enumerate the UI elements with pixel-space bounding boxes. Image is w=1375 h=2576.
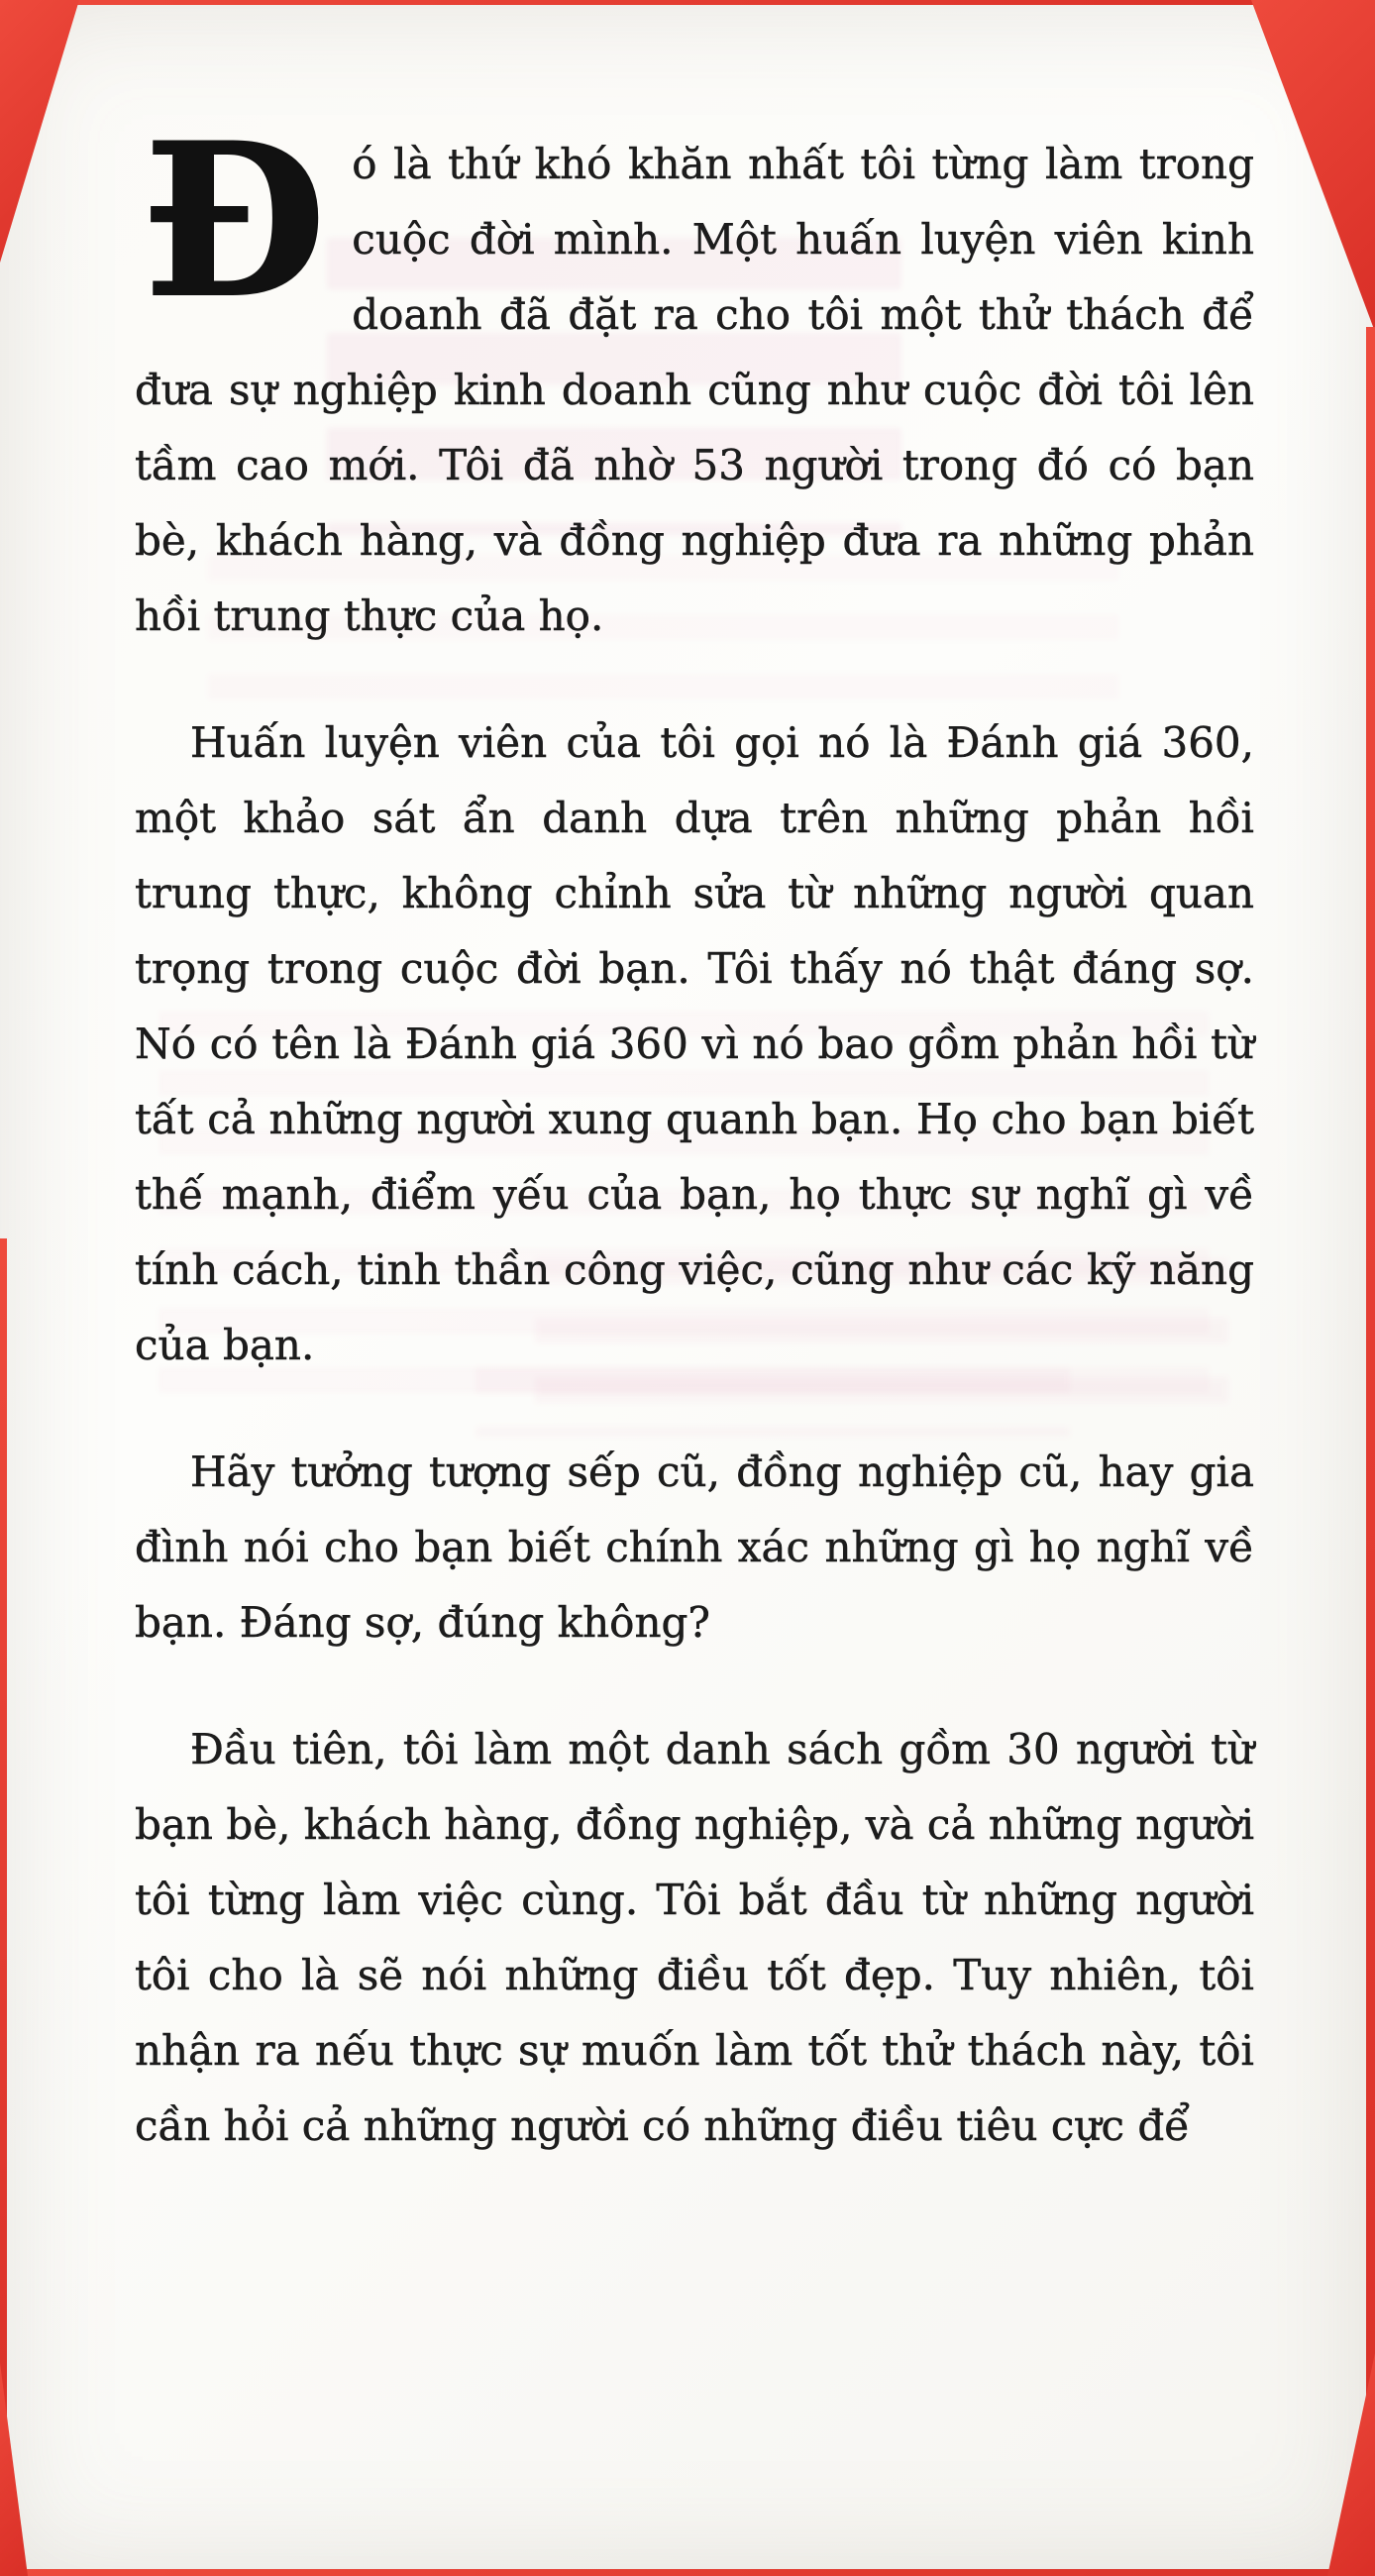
page-edge-top xyxy=(0,0,1375,5)
page-corner-red-top-left xyxy=(0,0,79,263)
paragraph: Hãy tưởng tượng sếp cũ, đồng nghiệp cũ, hay gia đình nói cho bạn biết chính xác những gì họ nghĩ về bạn. Đáng sợ, đúng không? xyxy=(135,1448,1254,1647)
page-corner-red-top-right xyxy=(1251,0,1375,332)
page-text-block xyxy=(135,97,1254,2215)
paragraph: Đầu tiên, tôi làm một danh sách gồm 30 người từ bạn bè, khách hàng, đồng nghiệp, và cả những người tôi từng làm việc cùng. Tôi bắt đầu từ những người tôi cho là sẽ nói những điều tốt đẹp. Tuy nhiên, tôi nhận ra nếu thực sự muốn làm tốt thử thách này, tôi cần hỏi cả những người có những điều tiêu cực để xyxy=(135,1725,1254,2150)
page-edge-right xyxy=(1366,327,1375,2576)
page-edge-bottom xyxy=(0,2569,1375,2576)
paragraph: Huấn luyện viên của tôi gọi nó là Đánh giá 360, một khảo sát ẩn danh dựa trên những phản hồi trung thực, không chỉnh sửa từ những người quan trọng trong cuộc đời bạn. Tôi thấy nó thật đáng sợ. Nó có tên là Đánh giá 360 vì nó bao gồm phản hồi từ tất cả những người xung quanh bạn. Họ cho bạn biết thế mạnh, điểm yếu của bạn, họ thực sự nghĩ gì về tính cách, tinh thần công việc, cũng như các kỹ năng của bạn. xyxy=(135,718,1254,1369)
paragraph-text: ó là thứ khó khăn nhất tôi từng làm trong cuộc đời mình. Một huấn luyện viên kinh doanh đã đặt ra cho tôi một thử thách để đưa sự nghiệp kinh doanh cũng như cuộc đời tôi lên tầm cao mới. Tôi đã nhờ 53 người trong đó có bạn bè, khách hàng, và đồng nghiệp đưa ra những phản hồi trung thực của họ. xyxy=(135,140,1254,640)
page-corner-red-bottom-left xyxy=(0,2363,28,2576)
paragraph xyxy=(135,97,1254,654)
dropcap-letter: Đ xyxy=(143,97,327,344)
page-corner-red-bottom-right xyxy=(1327,2353,1375,2576)
